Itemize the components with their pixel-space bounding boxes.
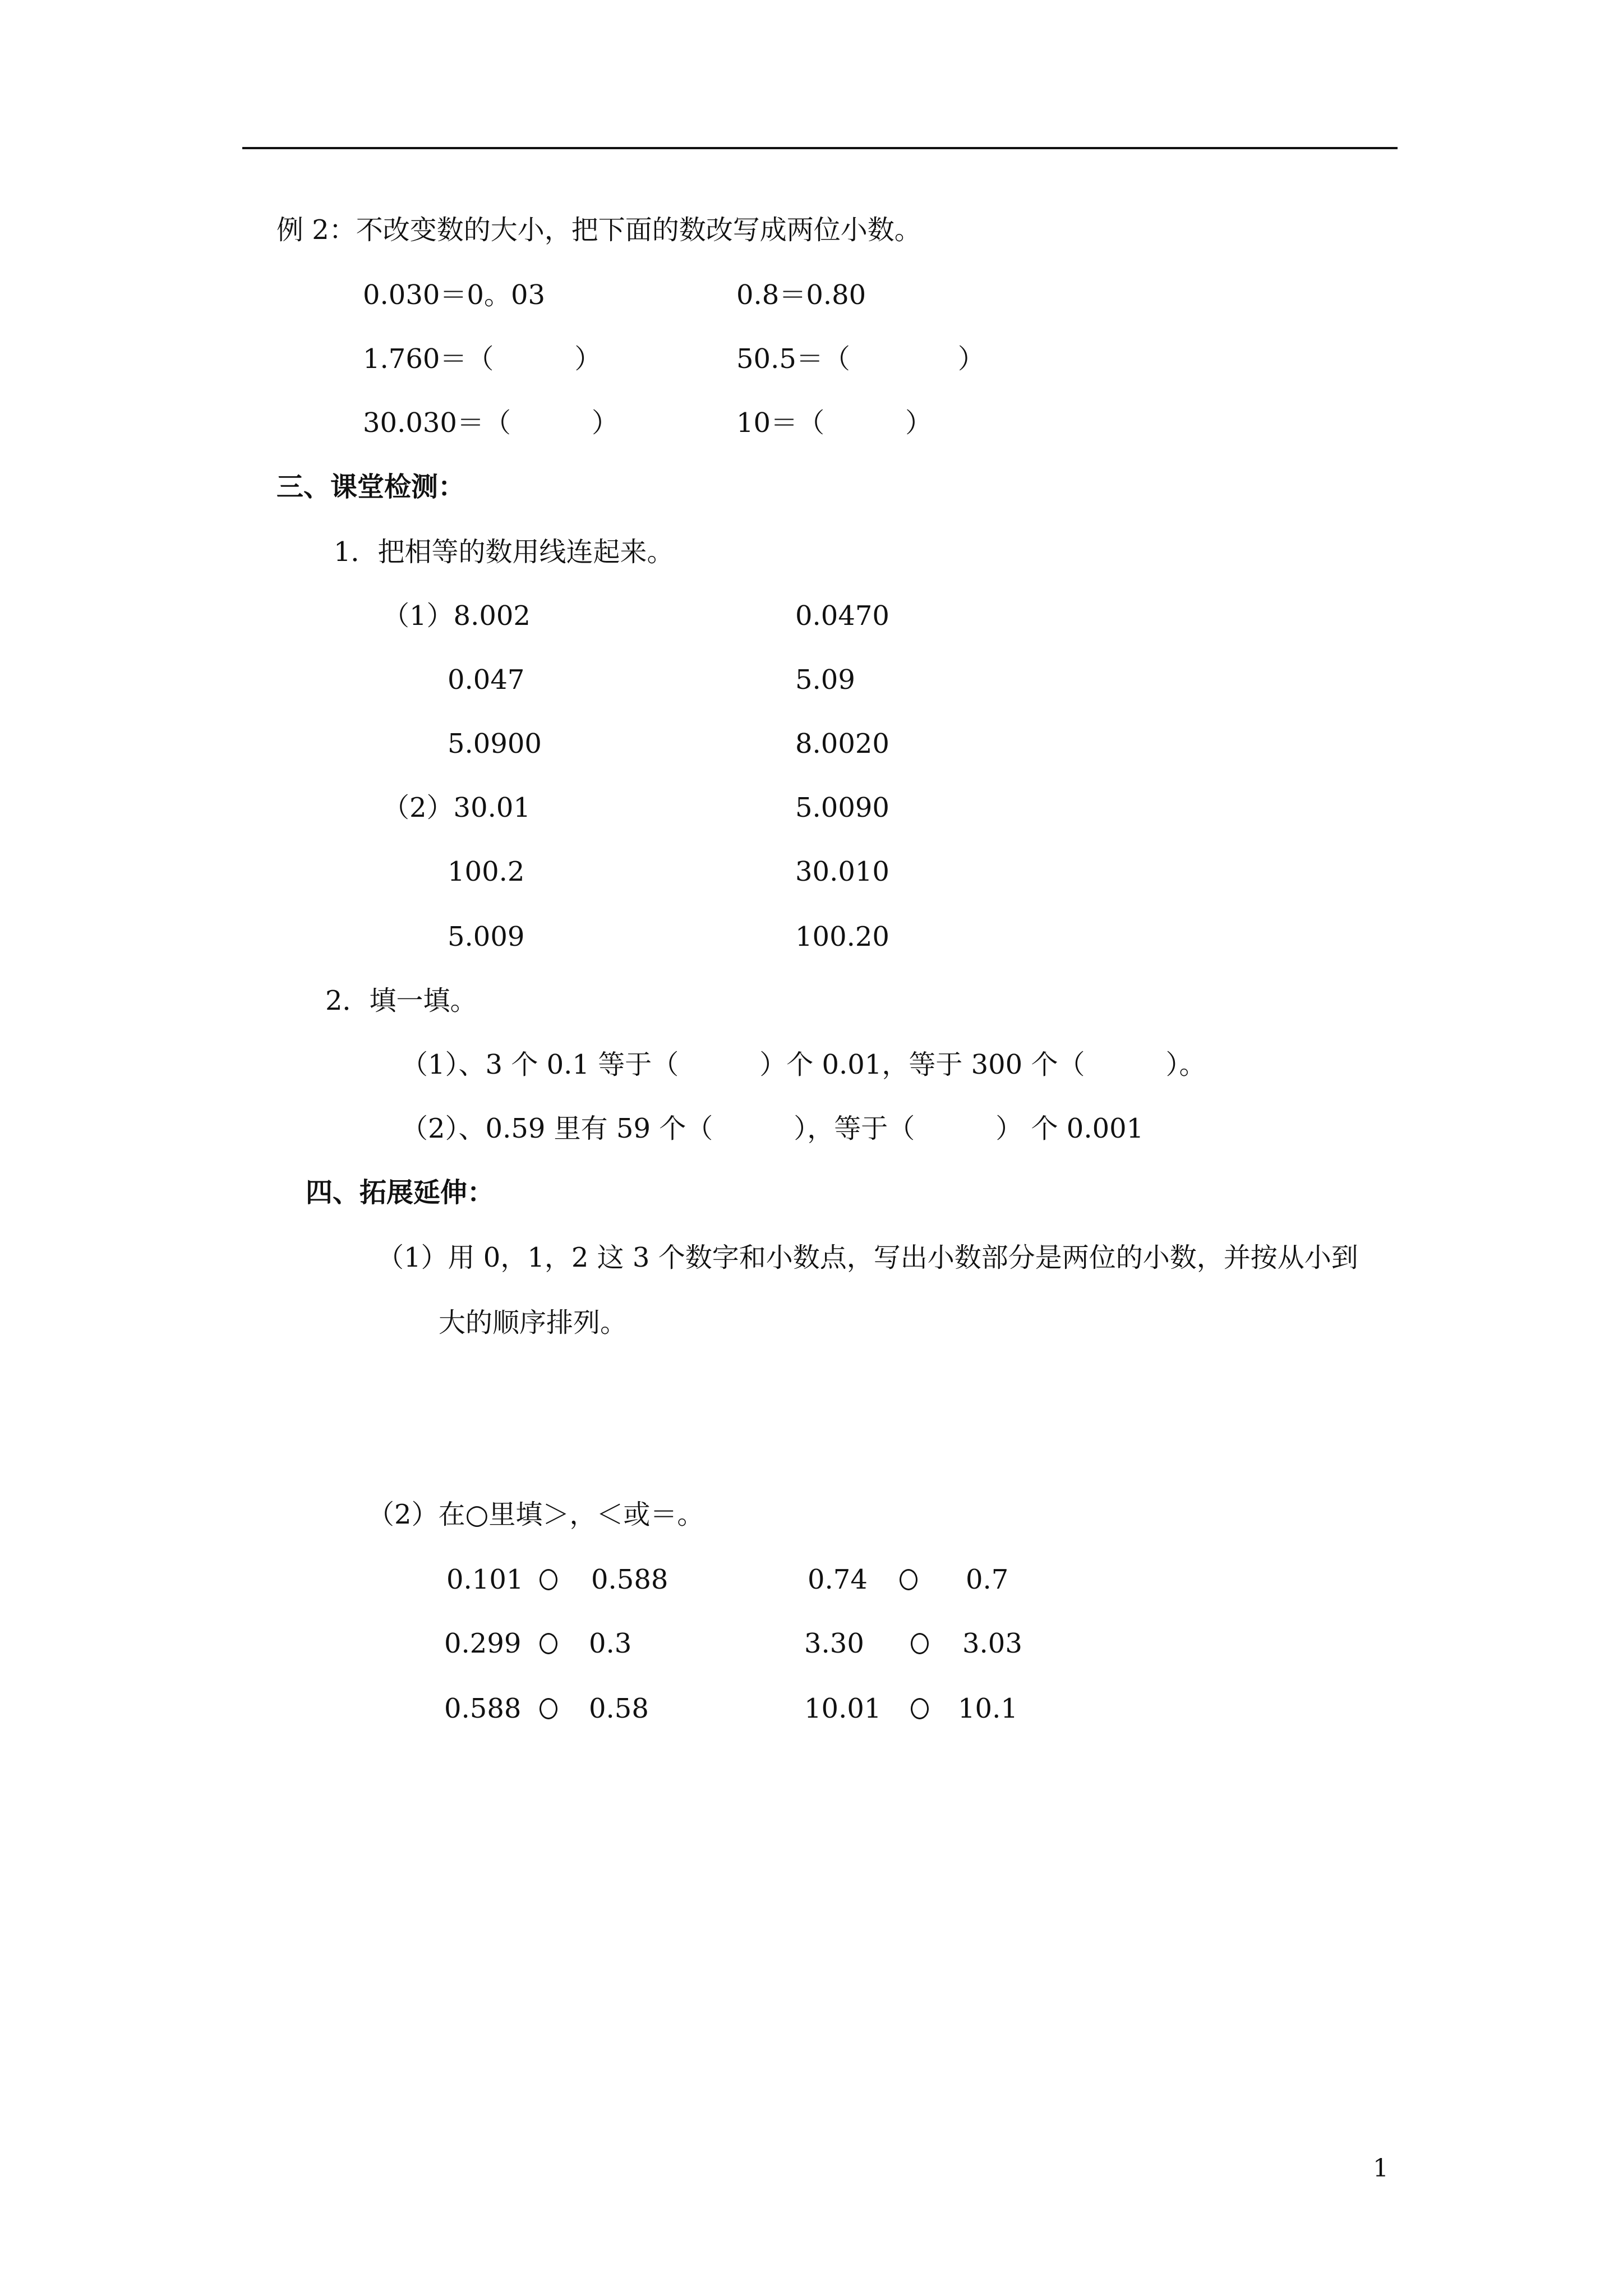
compare-value: 0.3 xyxy=(589,1628,632,1659)
question-text: 大的顺序排列。 xyxy=(439,1307,628,1338)
question-title: （2）在○里填＞，＜或＝。 xyxy=(367,1499,704,1530)
match-right: 8.0020 xyxy=(795,728,889,760)
compare-circle[interactable] xyxy=(540,1698,557,1719)
question-text: （1）用 0，1，2 这 3 个数字和小数点，写出小数部分是两位的小数，并按从小到 xyxy=(377,1242,1358,1273)
section-heading: 三、课堂检测： xyxy=(276,471,465,503)
compare-value: 0.7 xyxy=(966,1564,1009,1595)
match-left: （1）8.002 xyxy=(382,600,531,632)
example-row-right: 50.5＝（ ） xyxy=(736,343,985,375)
section-heading: 四、拓展延伸： xyxy=(306,1177,495,1208)
compare-value: 0.299 xyxy=(444,1628,522,1659)
compare-circle[interactable] xyxy=(540,1633,557,1654)
compare-value: 0.74 xyxy=(808,1564,868,1595)
match-right: 0.0470 xyxy=(795,600,889,632)
fill-line: （2）、0.59 里有 59 个（ ），等于（ ） 个 0.001 xyxy=(401,1113,1144,1144)
compare-value: 10.01 xyxy=(804,1693,882,1724)
compare-value: 0.588 xyxy=(444,1693,522,1724)
match-right: 30.010 xyxy=(795,856,889,887)
example-row-left: 0.030＝0。03 xyxy=(363,279,546,311)
match-left: 5.009 xyxy=(448,921,525,953)
question-title: 2．填一填。 xyxy=(325,985,477,1016)
example-row-left: 30.030＝（ ） xyxy=(363,407,619,439)
example-row-right: 10＝（ ） xyxy=(736,407,933,439)
compare-circle[interactable] xyxy=(911,1633,929,1654)
match-left: （2）30.01 xyxy=(382,792,531,823)
page-number: 1 xyxy=(1373,2154,1389,2183)
compare-circle[interactable] xyxy=(900,1569,917,1590)
compare-value: 10.1 xyxy=(958,1693,1018,1724)
compare-circle[interactable] xyxy=(911,1698,929,1719)
match-right: 5.0090 xyxy=(795,792,889,823)
compare-value: 3.30 xyxy=(804,1628,864,1659)
compare-value: 0.101 xyxy=(446,1564,524,1595)
match-left: 0.047 xyxy=(448,664,525,696)
compare-value: 0.58 xyxy=(589,1693,649,1724)
match-left: 100.2 xyxy=(448,856,525,887)
fill-line: （1）、3 个 0.1 等于（ ）个 0.01，等于 300 个（ ）。 xyxy=(401,1049,1206,1080)
example-row-right: 0.8＝0.80 xyxy=(736,279,866,311)
header-rule xyxy=(242,147,1398,149)
compare-value: 0.588 xyxy=(591,1564,668,1595)
match-right: 5.09 xyxy=(795,664,855,696)
example-row-left: 1.760＝（ ） xyxy=(363,343,602,375)
match-left: 5.0900 xyxy=(448,728,542,760)
compare-value: 3.03 xyxy=(962,1628,1022,1659)
match-right: 100.20 xyxy=(795,921,889,953)
example-heading: 例 2：不改变数的大小，把下面的数改写成两位小数。 xyxy=(276,214,921,246)
question-title: 1．把相等的数用线连起来。 xyxy=(334,536,674,568)
compare-circle[interactable] xyxy=(540,1569,557,1590)
